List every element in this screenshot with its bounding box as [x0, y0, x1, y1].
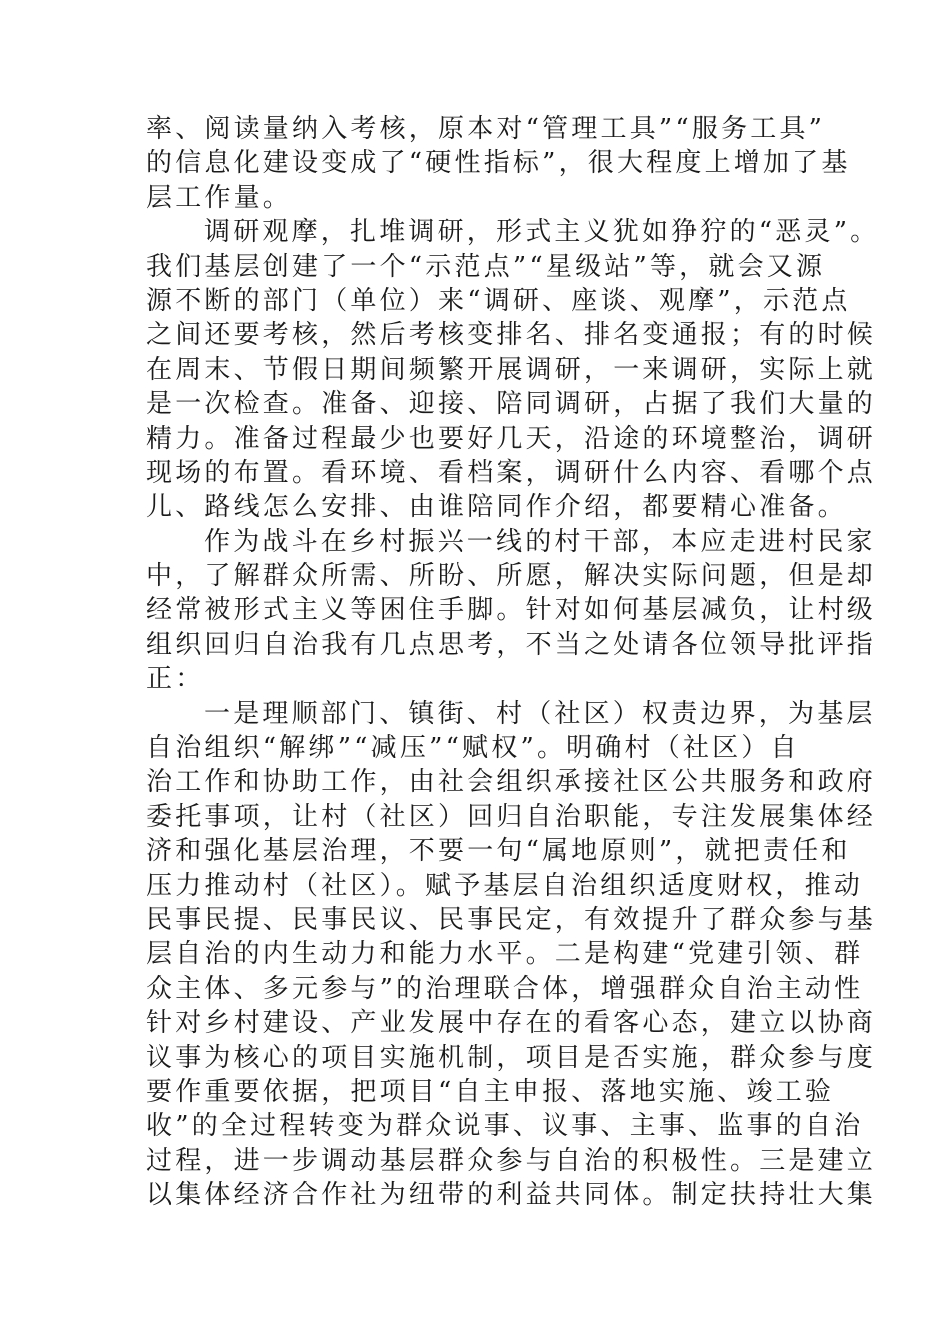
- text-line: 过程，进一步调动基层群众参与自治的积极性。三是建立: [146, 1145, 877, 1176]
- text-line: 层自治的内生动力和能力水平。二是构建“党建引领、群: [146, 939, 864, 970]
- text-line: 率、阅读量纳入考核，原本对“管理工具”“服务工具”: [146, 114, 826, 144]
- paragraph-first-line: 作为战斗在乡村振兴一线的村干部，本应走进村民家: [204, 526, 876, 557]
- text-line: 层工作量。: [146, 182, 293, 213]
- text-line: 要作重要依据，把项目“自主申报、落地实施、竣工验: [146, 1076, 835, 1107]
- text-line: 众主体、多元参与”的治理联合体，增强群众自治主动性: [146, 973, 864, 1004]
- paragraph-first-line: 调研观摩，扎堆调研，形式主义犹如狰狞的“恶灵”。: [204, 217, 880, 248]
- text-line: 以集体经济合作社为纽带的利益共同体。制定扶持壮大集: [146, 1180, 877, 1211]
- text-line: 针对乡村建设、产业发展中存在的看客心态，建立以协商: [146, 1008, 877, 1039]
- text-line: 儿、路线怎么安排、由谁陪同作介绍，都要精心准备。: [146, 492, 847, 523]
- text-line: 委托事项，让村（社区）回归自治职能，专注发展集体经: [146, 801, 877, 832]
- text-line: 在周末、节假日期间频繁开展调研，一来调研，实际上就: [146, 354, 877, 385]
- text-line: 是一次检查。准备、迎接、陪同调研，占据了我们大量的: [146, 389, 877, 420]
- text-line: 议事为核心的项目实施机制，项目是否实施，群众参与度: [146, 1042, 877, 1073]
- text-line: 源不断的部门（单位）来“调研、座谈、观摩”，示范点: [146, 285, 851, 316]
- text-line: 自治组织“解绑”“减压”“赋权”。明确村（社区）自: [146, 733, 800, 764]
- text-line: 我们基层创建了一个“示范点”“星级站”等，就会又源: [146, 251, 826, 282]
- text-line: 收”的全过程转变为群众说事、议事、主事、监事的自治: [146, 1111, 864, 1142]
- text-line: 民事民提、民事民议、民事民定，有效提升了群众参与基: [146, 904, 877, 935]
- text-line: 济和强化基层治理，不要一句“属地原则”，就把责任和: [146, 836, 851, 867]
- text-line: 正：: [146, 664, 205, 695]
- text-line: 经常被形式主义等困住手脚。针对如何基层减负，让村级: [146, 595, 877, 626]
- text-line: 的信息化建设变成了“硬性指标”，很大程度上增加了基: [146, 148, 851, 179]
- text-line: 精力。准备过程最少也要好几天，沿途的环境整治，调研: [146, 423, 877, 454]
- text-line: 治工作和协助工作，由社会组织承接社区公共服务和政府: [146, 767, 877, 798]
- body-text: [146, 112, 880, 1213]
- text-line: 之间还要考核，然后考核变排名、排名变通报；有的时候: [146, 320, 877, 351]
- paragraph-first-line: 一是理顺部门、镇街、村（社区）权责边界，为基层: [204, 698, 876, 729]
- text-line: 现场的布置。看环境、看档案，调研什么内容、看哪个点: [146, 457, 877, 488]
- text-line: 组织回归自治我有几点思考，不当之处请各位领导批评指: [146, 629, 877, 660]
- text-line: 中，了解群众所需、所盼、所愿，解决实际问题，但是却: [146, 561, 877, 592]
- text-line: 压力推动村（社区）。赋予基层自治组织适度财权，推动: [146, 870, 864, 901]
